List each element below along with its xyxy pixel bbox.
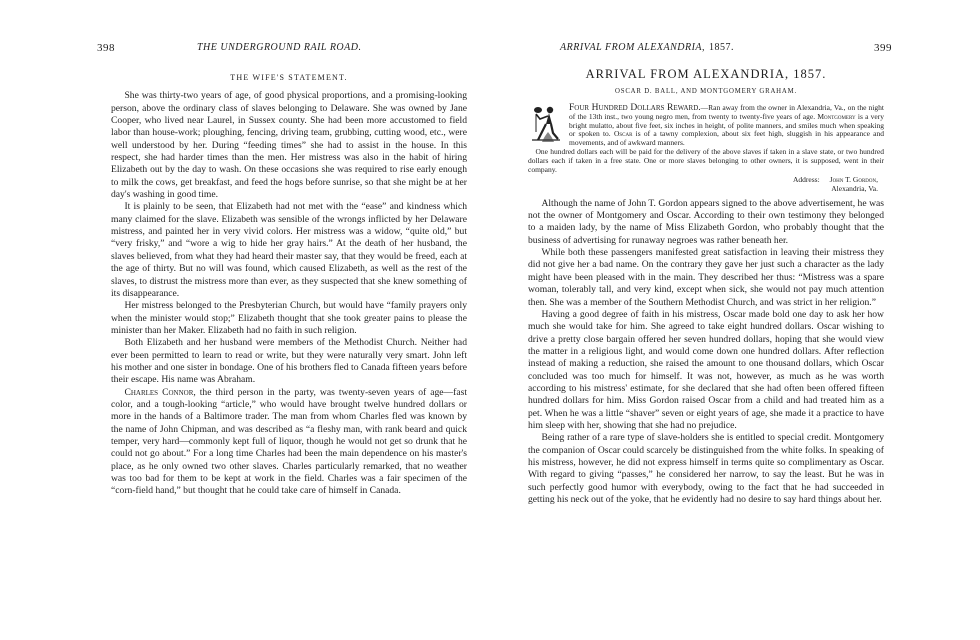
paragraph: Although the name of John T. Gordon appears signed to the above advertisement, he was not the owner of Montgomery and Oscar. According to their own testimony they belonged to a maiden lady, by the name of Miss Elizabeth Gordon, who probably thought that the business of advertising for runaway negroes was rather beneath her.	[528, 197, 884, 246]
advert-text-1: —Ran away from the owner in Alexandria, Va., on the night of the 13th inst., two young negro men, from twenty to twenty-five years of age.	[569, 102, 884, 121]
paragraph: She was thirty-two years of age, of good physical proportions, and a promising-looking person, above the ordinary class of slaves belonging to Delaware. She was owned by Jane Cooper, who lived near Laurel, in Sussex county. She had been more accustomed to field labor than house-work; ploughing, fencing, driving team, grubbing, cutting wood, etc., were well understood by her. During “feeding times” she had to assist in the house. In this respect, she had harder times than the men. Her mistress was also in the habit of hiring Elizabeth out by the day to wash. On these occasions she was required to rise early enough to milk the cows, get breakfast, and feed the hogs before sunrise, so that she might be at her day's washing in good time.	[111, 90, 467, 201]
advert-text-3: is of a tawny complexion, about six feet high, sluggish in his appearance and movements, and of awkward manners.	[569, 129, 884, 148]
advert-name-oscar: Oscar	[613, 129, 633, 139]
chapter-title: ARRIVAL FROM ALEXANDRIA, 1857.	[585, 67, 827, 81]
advert-address	[528, 176, 884, 194]
paragraph: Having a good degree of faith in his mistress, Oscar made bold one day to ask her how much she would take for him. She agreed to take eight hundred dollars. Oscar wishing to drive a pretty close bargain offered her seven hundred dollars, hoping that she would view the matter in a religious light, and would come down one hundred dollars. After reflection instead of making a reduction, she raised the amount to one thousand dollars, which Oscar concluded was too much for himself. It was not, however, as much as he was worth according to his mistress' estimate, for she declared that she had often been offered fifteen hundred dollars for him. Miss Gordon raised Oscar from a child and had treated him as a pet. When he was a little “shaver” seven or eight years of age, she made it a practice to have him sleep with her, showing that she had no prejudice.	[528, 308, 884, 431]
runaway-advertisement	[528, 104, 884, 194]
right-running-head	[528, 42, 892, 56]
advert-address-label: Address:	[792, 174, 820, 184]
paragraph: It is plainly to be seen, that Elizabeth had not met with the “ease” and kindness which many claimed for the slave. Elizabeth was sensible of the wrongs inflicted by her Delaware mistress, and painted her in very vivid colors. Her mistress was a widow, “quite old,” but “very frisky,” and “wore a wig to hide her gray hairs.” At the death of her husband, the slaves believed, from what they had heard their master say, that they would be freed, each at the age of thirty. But no will was found, which caused Elizabeth, as well as the rest of the slaves, to distrust the mistress more than ever, as they suspected that she knew something of its disappearance.	[111, 201, 467, 299]
right-page	[528, 42, 892, 506]
advert-reward-terms: One hundred dollars each will be paid for the delivery of the above slaves if taken in a slave state, or two hundred dollars each if taken in a free state. One or more slaves belonging to other owners, it is supposed, went in their company.	[528, 147, 884, 175]
right-running-title-text: ARRIVAL FROM ALEXANDRIA,	[560, 42, 706, 53]
left-page	[97, 42, 467, 498]
left-page-number: 398	[97, 42, 115, 54]
right-running-title-year: 1857.	[709, 42, 735, 53]
chapter-subtitle: OSCAR D. BALL, AND MONTGOMERY GRAHAM.	[615, 88, 797, 96]
charles-name: Charles Connor	[124, 386, 194, 398]
paragraph: While both these passengers manifested great satisfaction in leaving their mistress they did not give her a bad name. On the contrary they gave her just such a character as the lady might have been pleased with in the main. They described her thus: “Mistress was a spare woman, tolerably tall, and very kind, except when sick, she would not pay much attention then. She was a member of the Southern Methodist Church, and was strict in her religion.”	[528, 247, 884, 308]
charles-text: , the third person in the party, was twenty-seven years of age—fast color, and a tough-looking “article,” who would have brought twelve hundred dollars or more in the hands of a Baltimore trader. The man from whom Charles fled was known by the name of John Chipman, and was described as “a fleshy man, with rank beard and quick temper, very hard—commonly kept full of liquor, though he would not get so drunk that he could not go about.” For a long time Charles had been the main dependence on his master's place, as he only owned two other slaves. Charles particularly remarked, that no weather was too bad for them to be kept at work in the field. Charles was a fair specimen of the “corn-field hand,” but thought that he could take care of himself in Canada.	[111, 386, 467, 497]
advert-address-name: John T. Gordon,	[829, 174, 878, 184]
advert-text-2: is a very bright mulatto, about five feet, six inches in height, of polite manners, and smiles much when speaking or spoken to.	[569, 111, 884, 139]
paragraph: Both Elizabeth and her husband were members of the Methodist Church. Neither had ever been permitted to learn to read or write, but they were naturally very smart. John left his mother and one sister in bondage. One of his brothers fled to Canada fifteen years before their escape. His name was Abraham.	[111, 337, 467, 386]
paragraph: Her mistress belonged to the Presbyterian Church, but would have “family prayers only when the minister would stop;” Elizabeth thought that she took greater pains to please the minister than her Maker. Elizabeth had no faith in such religion.	[111, 300, 467, 336]
advert-address-place: Alexandria, Va.	[831, 183, 878, 193]
advert-lead: Four Hundred Dollars Reward.	[569, 102, 701, 113]
right-running-title	[560, 42, 734, 54]
advert-name-montgomery: Montgomery	[817, 111, 856, 121]
left-running-head	[97, 42, 467, 56]
paragraph-charles	[111, 387, 467, 498]
runaway-figure-icon	[528, 104, 564, 146]
left-running-title: THE UNDERGROUND RAIL ROAD.	[197, 42, 362, 53]
right-page-number: 399	[874, 42, 892, 54]
paragraph: Being rather of a rare type of slave-holders she is entitled to special credit. Montgomery the companion of Oscar could scarcely be distinguished from the white folks. In speaking of his mistress, however, he did not express himself in terms quite so complimentary as Oscar. With regard to giving “passes,” he considered her narrow, to say the least. But he was in such perfectly good humor with everybody, owing to the fact that he had succeeded in getting his neck out of the yoke, that he evidently had no desire to say hard things about her.	[528, 432, 884, 505]
section-heading: THE WIFE'S STATEMENT.	[230, 73, 348, 82]
